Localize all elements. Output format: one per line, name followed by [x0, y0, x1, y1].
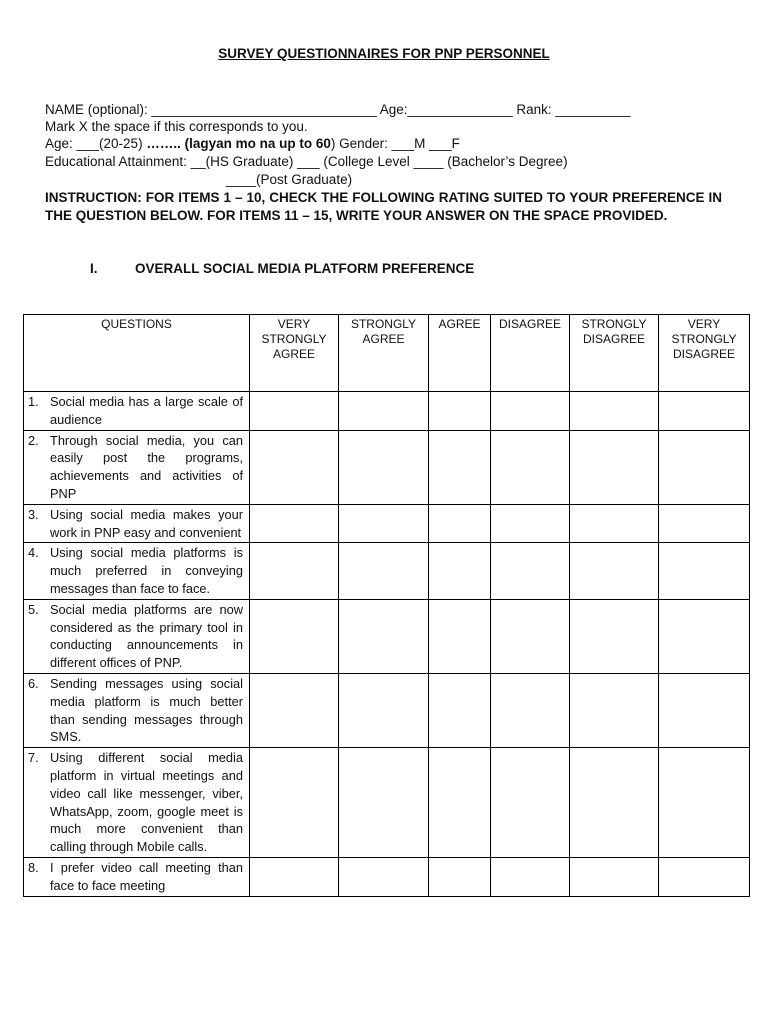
rating-cell-very-strongly-disagree[interactable]	[659, 392, 750, 431]
question-cell	[24, 673, 250, 747]
rating-cell-disagree[interactable]	[491, 748, 570, 858]
question	[24, 431, 249, 504]
rating-cell-very-strongly-disagree[interactable]	[659, 599, 750, 673]
question-number: 8.	[28, 859, 39, 875]
question-text: Sending messages using social media platform is much better than sending messages through SMS.	[50, 675, 243, 745]
rating-cell-very-strongly-agree[interactable]	[250, 748, 339, 858]
question	[24, 505, 249, 543]
table-row	[24, 673, 750, 747]
question-cell	[24, 857, 250, 896]
header-agree: AGREE	[429, 315, 491, 392]
question-number: 2.	[28, 432, 39, 448]
question-text: Social media has a large scale of audience	[50, 394, 243, 427]
table-row	[24, 392, 750, 431]
questions-body	[24, 392, 750, 897]
rating-cell-strongly-agree[interactable]	[339, 857, 429, 896]
survey-table	[23, 314, 750, 897]
rating-cell-very-strongly-disagree[interactable]	[659, 673, 750, 747]
rating-cell-very-strongly-disagree[interactable]	[659, 543, 750, 599]
question	[24, 392, 249, 430]
header-very-strongly-agree: VERY STRONGLY AGREE	[250, 315, 339, 392]
rating-cell-very-strongly-agree[interactable]	[250, 857, 339, 896]
rating-cell-agree[interactable]	[429, 673, 491, 747]
question-text: I prefer video call meeting than face to face meeting	[50, 859, 243, 893]
gender-field: ) Gender: ___M ___F	[330, 136, 460, 151]
question-text: Social media platforms are now considered as the primary tool in conducting announcements in different offices of PNP.	[50, 601, 243, 671]
rating-cell-very-strongly-disagree[interactable]	[659, 748, 750, 858]
question-number: 3.	[28, 506, 39, 522]
rating-cell-disagree[interactable]	[491, 673, 570, 747]
rating-cell-agree[interactable]	[429, 748, 491, 858]
name-age-rank-line: NAME (optional): ______________________________ Age:______________ Rank: __________	[45, 102, 631, 117]
age-note: …….. (lagyan mo na up to 60	[146, 136, 331, 151]
rating-cell-agree[interactable]	[429, 504, 491, 543]
question-cell	[24, 430, 250, 504]
rating-cell-strongly-disagree[interactable]	[570, 430, 659, 504]
question-number: 5.	[28, 601, 39, 617]
header-very-strongly-disagree: VERY STRONGLY DISAGREE	[659, 315, 750, 392]
rating-cell-strongly-agree[interactable]	[339, 748, 429, 858]
rating-cell-strongly-disagree[interactable]	[570, 748, 659, 858]
rating-cell-very-strongly-disagree[interactable]	[659, 430, 750, 504]
table-row	[24, 543, 750, 599]
survey-title: SURVEY QUESTIONNAIRES FOR PNP PERSONNEL	[218, 46, 550, 61]
rating-cell-disagree[interactable]	[491, 599, 570, 673]
question-number: 4.	[28, 545, 39, 561]
question-text: Using social media makes your work in PNP easy and convenient	[50, 506, 243, 540]
rating-cell-strongly-disagree[interactable]	[570, 857, 659, 896]
rating-cell-strongly-agree[interactable]	[339, 673, 429, 747]
rating-cell-agree[interactable]	[429, 430, 491, 504]
rating-cell-disagree[interactable]	[491, 504, 570, 543]
question-cell	[24, 599, 250, 673]
post-graduate-line: ____(Post Graduate)	[226, 172, 353, 187]
rating-cell-disagree[interactable]	[491, 543, 570, 599]
table-row	[24, 599, 750, 673]
instruction-paragraph: INSTRUCTION: FOR ITEMS 1 – 10, CHECK THE FOLLOWING RATING SUITED TO YOUR PREFERENCE IN THE QUESTION BELOW. FOR ITEMS 11 – 15, WRITE YOUR ANSWER ON THE SPACE PROVIDED.	[45, 190, 722, 223]
question-cell	[24, 748, 250, 858]
mark-instruction-line: Mark X the space if this corresponds to you.	[45, 119, 308, 134]
question	[24, 858, 249, 896]
rating-cell-agree[interactable]	[429, 857, 491, 896]
rating-cell-strongly-disagree[interactable]	[570, 599, 659, 673]
question-cell	[24, 504, 250, 543]
question-cell	[24, 543, 250, 599]
table-row	[24, 748, 750, 858]
rating-cell-agree[interactable]	[429, 543, 491, 599]
rating-cell-agree[interactable]	[429, 392, 491, 431]
rating-cell-strongly-disagree[interactable]	[570, 392, 659, 431]
table-row	[24, 504, 750, 543]
question-number: 7.	[28, 750, 39, 766]
question-number: 1.	[28, 394, 39, 409]
header-row	[24, 315, 750, 392]
rating-cell-very-strongly-disagree[interactable]	[659, 857, 750, 896]
section-number: I.	[90, 261, 98, 276]
rating-cell-disagree[interactable]	[491, 392, 570, 431]
rating-cell-very-strongly-agree[interactable]	[250, 504, 339, 543]
question	[24, 543, 249, 598]
rating-cell-very-strongly-agree[interactable]	[250, 430, 339, 504]
question	[24, 600, 249, 673]
rating-cell-strongly-agree[interactable]	[339, 392, 429, 431]
rating-cell-agree[interactable]	[429, 599, 491, 673]
header-disagree: DISAGREE	[491, 315, 570, 392]
rating-cell-strongly-agree[interactable]	[339, 504, 429, 543]
question	[24, 748, 249, 857]
header-strongly-disagree: STRONGLY DISAGREE	[570, 315, 659, 392]
question-text: Using different social media platform in virtual meetings and video call like messenger, viber, WhatsApp, zoom, google meet is much more convenient than calling through Mobile calls.	[50, 750, 243, 855]
age-gender-line	[45, 135, 460, 152]
question-text: Through social media, you can easily post the programs, achievements and activities of PNP	[50, 432, 243, 501]
rating-cell-strongly-agree[interactable]	[339, 543, 429, 599]
rating-cell-very-strongly-agree[interactable]	[250, 392, 339, 431]
rating-cell-strongly-disagree[interactable]	[570, 504, 659, 543]
age-prefix: Age: ___(20-25)	[45, 136, 147, 151]
section-heading	[90, 261, 474, 276]
table-row	[24, 857, 750, 896]
table-row	[24, 430, 750, 504]
rating-cell-strongly-disagree[interactable]	[570, 543, 659, 599]
rating-cell-strongly-disagree[interactable]	[570, 673, 659, 747]
question-number: 6.	[28, 675, 39, 691]
question-cell	[24, 392, 250, 431]
rating-cell-very-strongly-disagree[interactable]	[659, 504, 750, 543]
education-line: Educational Attainment: __(HS Graduate) ___ (College Level ____ (Bachelor’s Degree)	[45, 154, 568, 169]
rating-cell-very-strongly-agree[interactable]	[250, 673, 339, 747]
rating-cell-strongly-agree[interactable]	[339, 599, 429, 673]
rating-cell-very-strongly-agree[interactable]	[250, 599, 339, 673]
header-questions: QUESTIONS	[24, 315, 250, 392]
rating-cell-strongly-agree[interactable]	[339, 430, 429, 504]
question	[24, 674, 249, 747]
rating-cell-disagree[interactable]	[491, 430, 570, 504]
question-text: Using social media platforms is much preferred in conveying messages than face to face.	[50, 545, 243, 596]
rating-cell-disagree[interactable]	[491, 857, 570, 896]
header-strongly-agree: STRONGLY AGREE	[339, 315, 429, 392]
section-title: OVERALL SOCIAL MEDIA PLATFORM PREFERENCE	[135, 261, 475, 276]
rating-cell-very-strongly-agree[interactable]	[250, 543, 339, 599]
